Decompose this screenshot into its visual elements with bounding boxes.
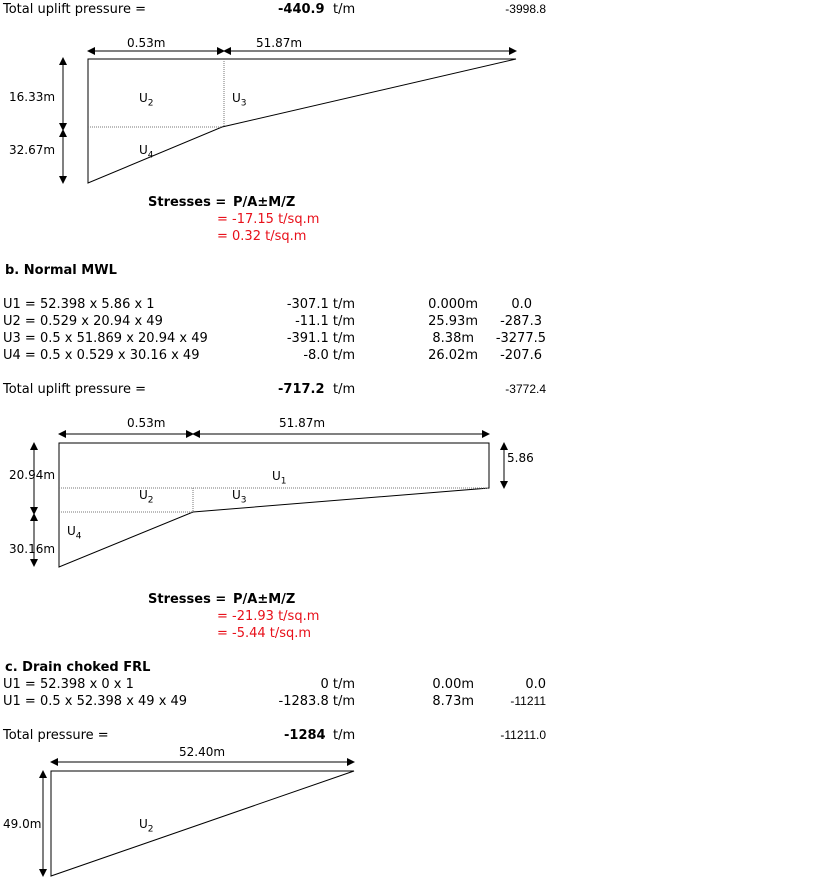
dim-label-a-h2: 32.67m — [9, 143, 56, 157]
dim-label-b-w1: 0.53m — [127, 416, 166, 430]
row-expression: U1 = 52.398 x 5.86 x 1 — [3, 297, 155, 312]
row-arm: 25.93m — [428, 314, 478, 329]
row-force: -1283.8 t/m — [278, 694, 355, 709]
total-moment-b: -3772.4 — [505, 382, 546, 396]
row-expression: U3 = 0.5 x 51.869 x 20.94 x 49 — [3, 331, 208, 346]
stress-formula-a: P/A±M/Z — [233, 195, 296, 210]
row-arm: 8.38m — [432, 331, 474, 346]
stress-value-b-2: = -5.44 t/sq.m — [217, 626, 312, 641]
row-force: 0 t/m — [320, 677, 355, 692]
uplift-diagram-c — [43, 762, 354, 876]
dim-label-c-w: 52.40m — [179, 745, 226, 759]
row-moment: -3277.5 — [495, 331, 546, 346]
dim-label-b-h2: 30.16m — [9, 542, 56, 556]
row-arm: 0.000m — [428, 297, 478, 312]
region-label-b-u3: $U_3$ — [232, 488, 247, 506]
total-pressure-label-c: Total pressure = — [3, 728, 109, 743]
uplift-diagram-a — [63, 51, 516, 183]
row-force: -11.1 t/m — [295, 314, 355, 329]
total-uplift-unit-b: t/m — [333, 382, 356, 397]
total-moment-a: -3998.8 — [505, 2, 546, 16]
total-uplift-value-a: -440.9 — [278, 2, 325, 17]
stress-formula-b: P/A±M/Z — [233, 592, 296, 607]
dim-label-a-h1: 16.33m — [9, 90, 56, 104]
region-label-b-u2: $U_2$ — [139, 488, 154, 506]
row-expression: U1 = 0.5 x 52.398 x 49 x 49 — [3, 694, 188, 709]
region-label-a-u4: $U_4$ — [139, 143, 154, 161]
uplift-diagram-b — [34, 434, 504, 567]
stress-label-a: Stresses = — [148, 195, 227, 210]
stress-value-b-1: = -21.93 t/sq.m — [217, 609, 320, 624]
dim-label-c-h: 49.0m — [3, 817, 42, 831]
row-moment: 0.0 — [511, 297, 532, 312]
uplift-outline-b — [59, 443, 489, 567]
row-arm: 0.00m — [432, 677, 474, 692]
row-moment: -207.6 — [500, 348, 542, 363]
region-label-a-u2: $U_2$ — [139, 91, 154, 109]
total-pressure-value-c: -1284 — [284, 728, 326, 743]
row-expression: U2 = 0.529 x 20.94 x 49 — [3, 314, 163, 329]
row-expression: U1 = 52.398 x 0 x 1 — [3, 677, 134, 692]
row-arm: 26.02m — [428, 348, 478, 363]
dim-label-b-hr: 5.86 — [507, 451, 534, 465]
total-uplift-label-b: Total uplift pressure = — [3, 382, 146, 397]
dim-label-a-w1: 0.53m — [127, 36, 166, 50]
section-heading-c: c. Drain choked FRL — [5, 660, 151, 675]
stress-value-a-1: = -17.15 t/sq.m — [217, 212, 320, 227]
dim-label-b-h1: 20.94m — [9, 468, 56, 482]
total-uplift-unit-a: t/m — [333, 2, 356, 17]
region-label-a-u3: $U_3$ — [232, 91, 247, 109]
row-moment: -287.3 — [500, 314, 542, 329]
dim-label-b-w2: 51.87m — [279, 416, 326, 430]
region-label-b-u1: $U_1$ — [272, 469, 287, 487]
row-expression: U4 = 0.5 x 0.529 x 30.16 x 49 — [3, 348, 200, 363]
row-force: -307.1 t/m — [286, 297, 355, 312]
total-uplift-value-b: -717.2 — [278, 382, 325, 397]
row-moment: -11211 — [510, 694, 546, 708]
row-force: -8.0 t/m — [303, 348, 355, 363]
section-heading-b: b. Normal MWL — [5, 263, 117, 278]
total-moment-c: -11211.0 — [500, 728, 546, 742]
total-uplift-label-a: Total uplift pressure = — [3, 2, 146, 17]
uplift-outline-a — [88, 59, 516, 183]
stress-value-a-2: = 0.32 t/sq.m — [217, 229, 307, 244]
row-arm: 8.73m — [432, 694, 474, 709]
total-pressure-unit-c: t/m — [333, 728, 356, 743]
region-label-c-u2: $U_2$ — [139, 817, 154, 835]
region-label-b-u4: $U_4$ — [67, 524, 82, 542]
uplift-outline-c — [51, 771, 354, 876]
dim-label-a-w2: 51.87m — [256, 36, 303, 50]
row-moment: 0.0 — [525, 677, 546, 692]
row-force: -391.1 t/m — [286, 331, 355, 346]
stress-label-b: Stresses = — [148, 592, 227, 607]
